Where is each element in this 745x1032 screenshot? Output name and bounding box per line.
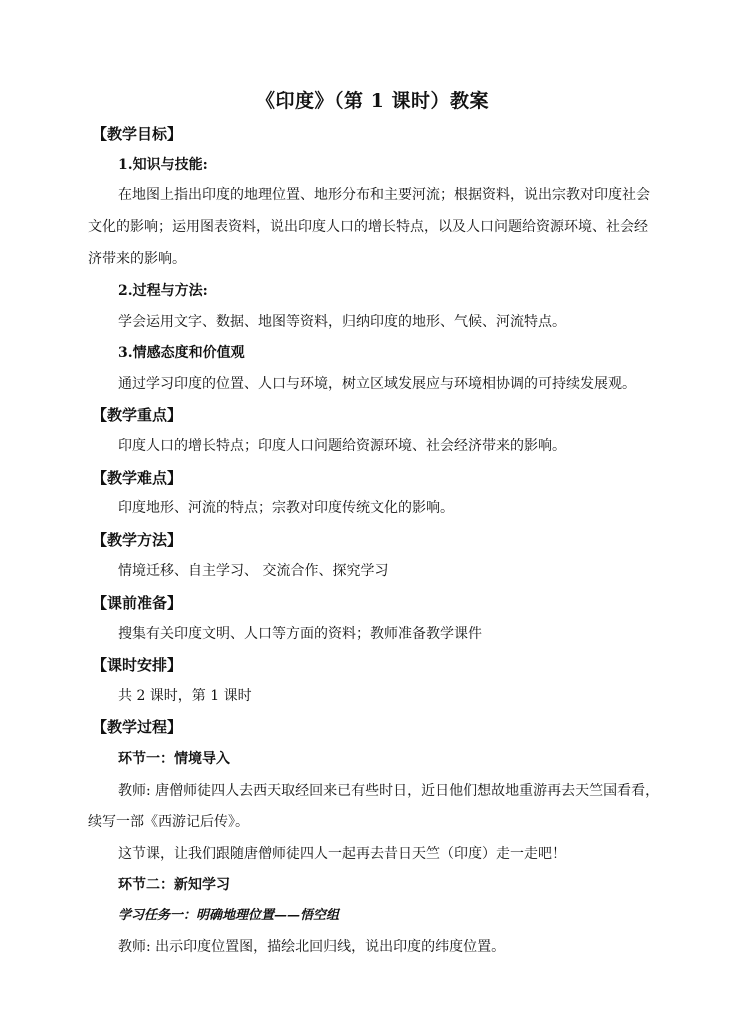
step-one-text-line-2: 续写一部《西游记后传》。 xyxy=(88,814,249,830)
difficulties-text: 印度地形、河流的特点；宗教对印度传统文化的影响。 xyxy=(118,500,454,516)
section-heading-preparation: 【课前准备】 xyxy=(92,594,183,612)
step-one-heading: 环节一：情境导入 xyxy=(118,751,230,767)
document-title: 《印度》（第 1 课时）教案 xyxy=(256,90,489,112)
goal-knowledge-text-line-3: 济带来的影响。 xyxy=(88,251,186,267)
goal-knowledge-heading: 1.知识与技能: xyxy=(118,157,208,173)
section-heading-methods: 【教学方法】 xyxy=(92,531,183,549)
methods-text: 情境迁移、自主学习、 交流合作、探究学习 xyxy=(118,563,389,579)
key-points-text: 印度人口的增长特点；印度人口问题给资源环境、社会经济带来的影响。 xyxy=(118,438,566,454)
section-heading-key-points: 【教学重点】 xyxy=(92,406,183,424)
section-heading-teaching-goals: 【教学目标】 xyxy=(92,125,183,143)
section-heading-difficulties: 【教学难点】 xyxy=(92,469,183,487)
section-heading-schedule: 【课时安排】 xyxy=(92,656,183,674)
goal-process-heading: 2.过程与方法: xyxy=(118,283,208,299)
task-one-text: 教师: 出示印度位置图，描绘北回归线，说出印度的纬度位置。 xyxy=(118,939,506,955)
task-one-heading: 学习任务一：明确地理位置——悟空组 xyxy=(118,908,340,923)
goal-attitude-heading: 3.情感态度和价值观 xyxy=(118,345,245,361)
section-heading-process: 【教学过程】 xyxy=(92,718,183,736)
goal-knowledge-text-line-1: 在地图上指出印度的地理位置、地形分布和主要河流；根据资料，说出宗教对印度社会 xyxy=(118,187,650,203)
step-one-text-line-3: 这节课，让我们跟随唐僧师徒四人一起再去昔日天竺（印度）走一走吧！ xyxy=(118,846,566,862)
step-one-text-line-1: 教师: 唐僧师徒四人去西天取经回来已有些时日，近日他们想故地重游再去天竺国看看， xyxy=(118,783,660,799)
step-two-heading: 环节二：新知学习 xyxy=(118,877,230,893)
goal-knowledge-text-line-2: 文化的影响；运用图表资料，说出印度人口的增长特点，以及人口问题给资源环境、社会经 xyxy=(88,219,648,235)
goal-attitude-text: 通过学习印度的位置、人口与环境，树立区域发展应与环境相协调的可持续发展观。 xyxy=(118,376,636,392)
goal-process-text: 学会运用文字、数据、地图等资料，归纳印度的地形、气候、河流特点。 xyxy=(118,314,566,330)
schedule-text: 共 2 课时，第 1 课时 xyxy=(118,688,252,704)
preparation-text: 搜集有关印度文明、人口等方面的资料；教师准备教学课件 xyxy=(118,626,482,642)
